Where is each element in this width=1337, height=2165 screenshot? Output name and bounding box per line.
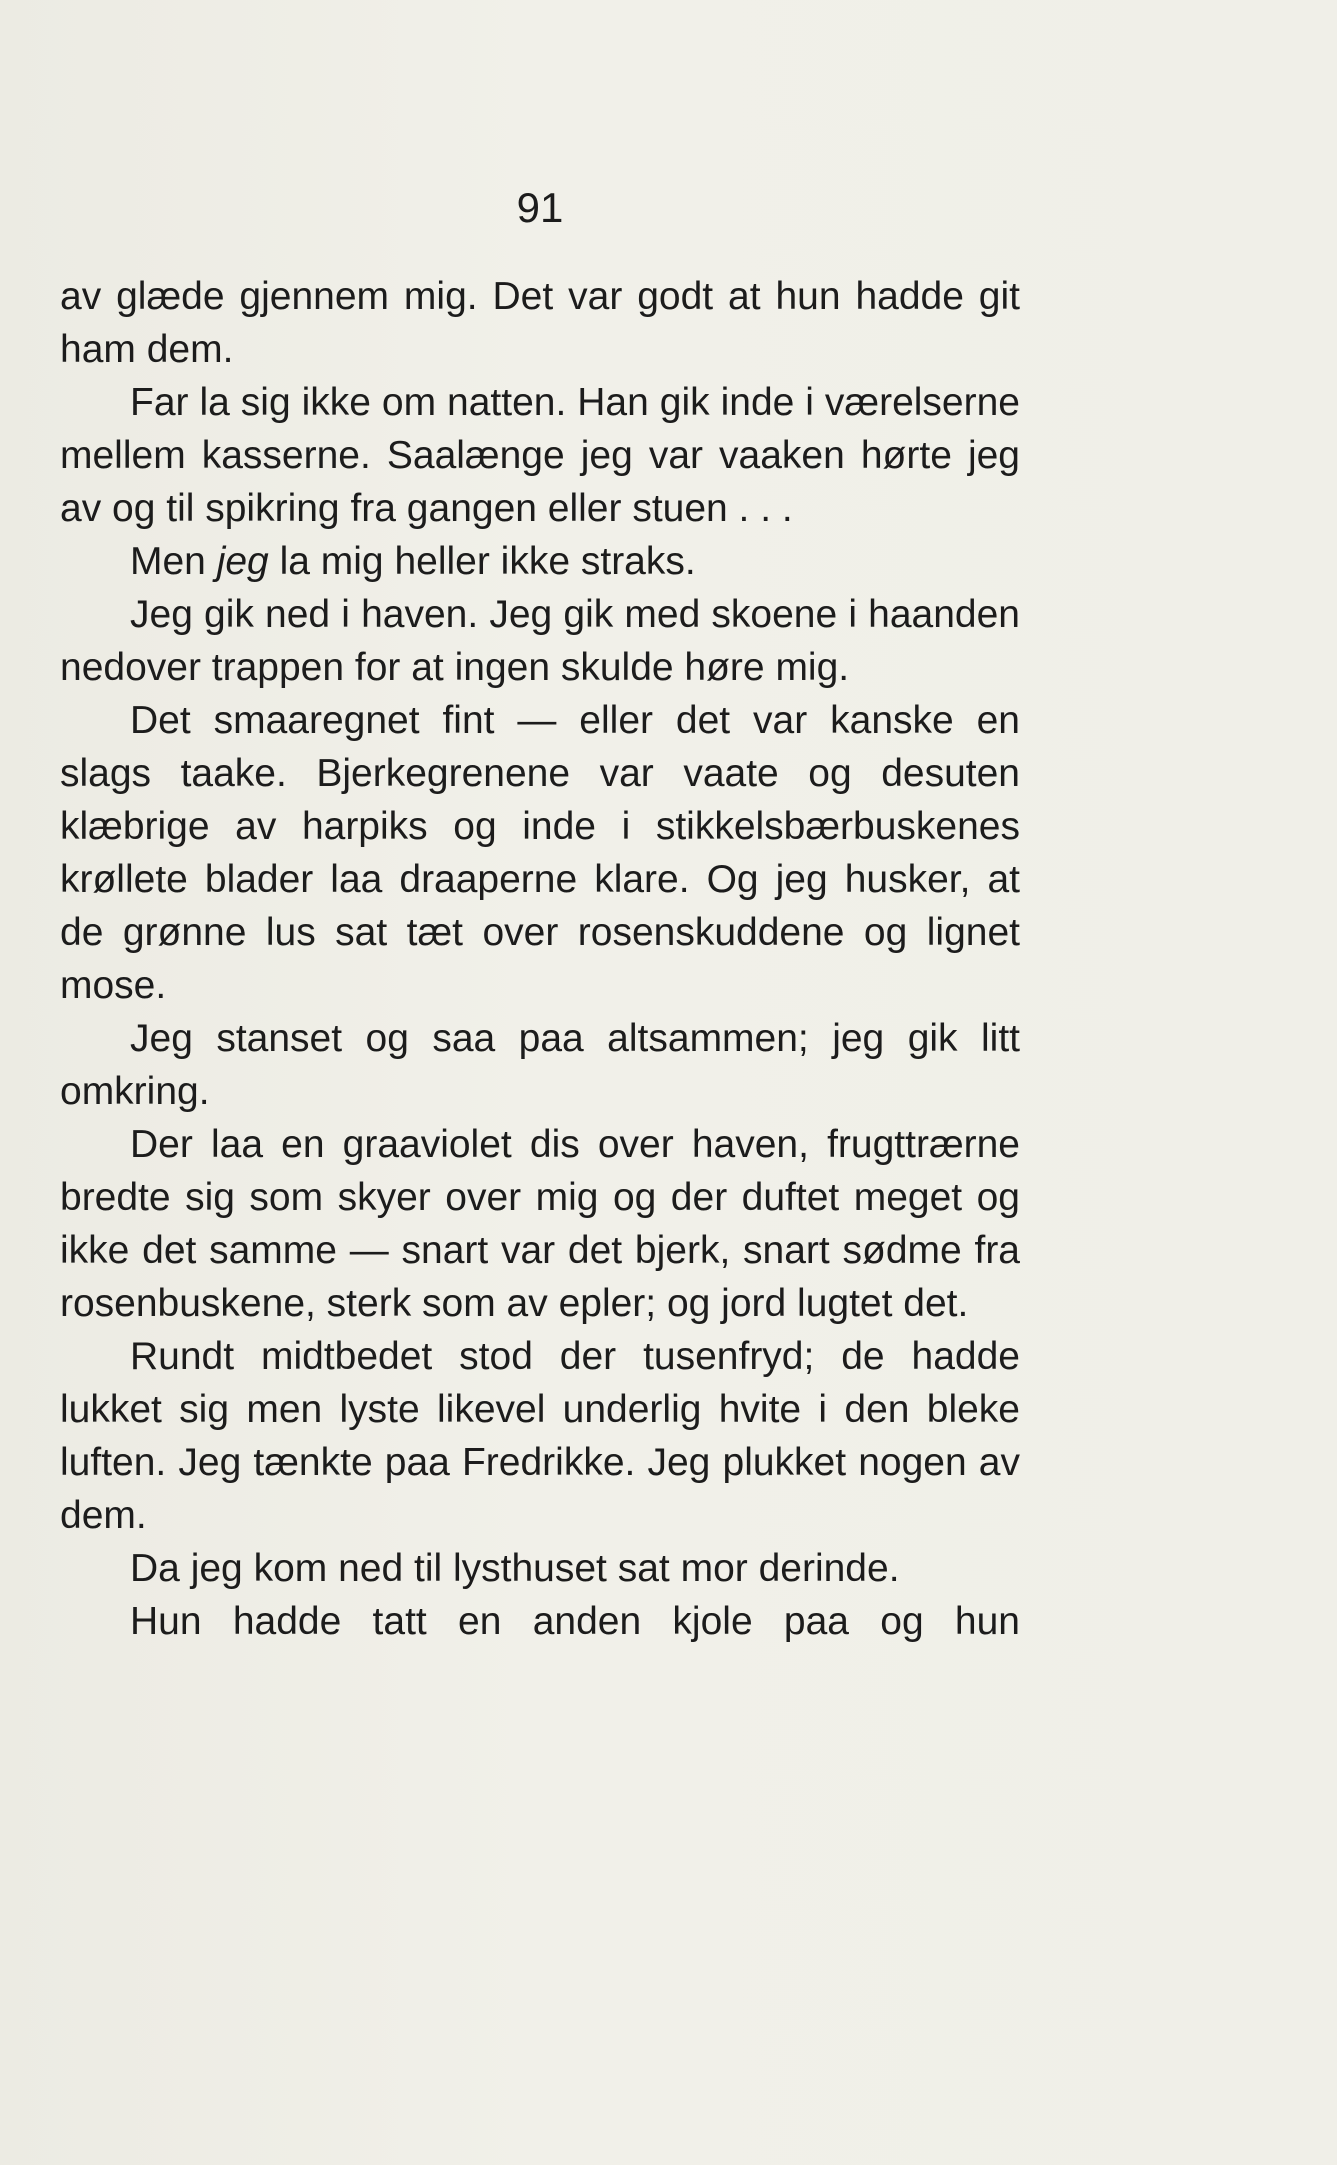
paragraph-3-italic: jeg [216, 540, 269, 583]
paragraph-7: Der laa en graaviolet dis over haven, frugttrærne bredte sig som skyer over mig og der duftet meget og ikke det samme — snart var det bjerk, snart sødme fra rosenbuskene, sterk som av epler; og jord lugtet det. [60, 1123, 1020, 1325]
paragraph-6: Jeg stanset og saa paa altsammen; jeg gik litt omkring. [60, 1017, 1020, 1113]
body-text [60, 270, 1020, 1648]
paragraph-3-after: la mig heller ikke straks. [268, 540, 696, 583]
paragraph-10: Hun hadde tatt en anden kjole paa og hun [130, 1600, 1020, 1643]
paragraph-5: Det smaaregnet fint — eller det var kanske en slags taake. Bjerkegrenene var vaate og desuten klæbrige av harpiks og inde i stikkelsbærbuskenes krøllete blader laa draaperne klare. Og jeg husker, at de grønne lus sat tæt over rosenskuddene og lignet mose. [60, 699, 1020, 1007]
paragraph-4: Jeg gik ned i haven. Jeg gik med skoene i haanden nedover trappen for at ingen skulde høre mig. [60, 593, 1020, 689]
paragraph-9: Da jeg kom ned til lysthuset sat mor derinde. [130, 1547, 900, 1590]
paragraph-3 [60, 535, 1020, 588]
paragraph-3-before: Men [130, 540, 217, 583]
page-number: 91 [516, 184, 564, 231]
paragraph-1: av glæde gjennem mig. Det var godt at hun hadde git ham dem. [60, 275, 1020, 371]
paragraph-2: Far la sig ikke om natten. Han gik inde i værelserne mellem kasserne. Saalænge jeg var vaaken hørte jeg av og til spikring fra gangen eller stuen . . . [60, 381, 1020, 530]
paragraph-8: Rundt midtbedet stod der tusenfryd; de hadde lukket sig men lyste likevel underlig hvite i den bleke luften. Jeg tænkte paa Fredrikke. Jeg plukket nogen av dem. [60, 1335, 1020, 1537]
